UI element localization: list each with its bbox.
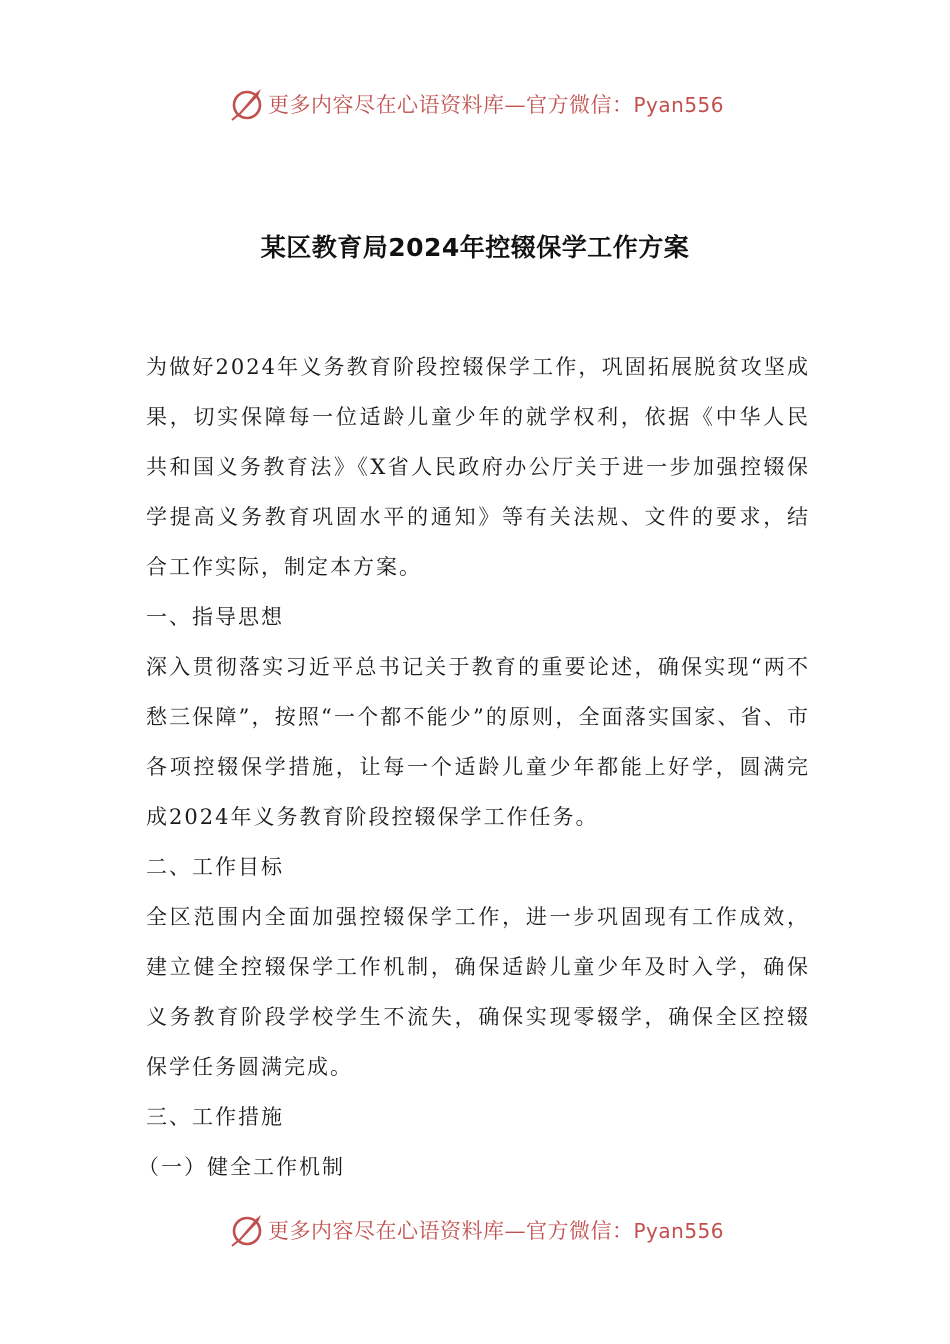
paragraph-intro: 为做好2024年义务教育阶段控辍保学工作，巩固拓展脱贫攻坚成果，切实保障每一位适龄儿童少年的就学权利，依据《中华人民共和国义务教育法》《X省人民政府办公厅关于进一步加强控辍保学提高义务教育巩固水平的通知》等有关法规、文件的要求，结合工作实际，制定本方案。: [146, 355, 810, 579]
section-heading-work-goals: 二、工作目标: [146, 855, 284, 879]
paragraph-work-goals: 全区范围内全面加强控辍保学工作，进一步巩固现有工作成效，建立健全控辍保学工作机制，确保适龄儿童少年及时入学，确保义务教育阶段学校学生不流失，确保实现零辍学，确保全区控辍保学任务圆满完成。: [146, 905, 810, 1079]
header-watermark: [228, 84, 724, 124]
watermark-text: 更多内容尽在心语资料库—官方微信：Pyan556: [268, 1219, 725, 1243]
section-heading-guiding-ideology: 一、指导思想: [146, 605, 284, 629]
section-heading-work-measures: 三、工作措施: [146, 1105, 284, 1129]
quill-pen-circle-icon: [228, 1211, 266, 1249]
subsection-heading-mechanism: （一）健全工作机制: [138, 1155, 345, 1179]
footer-watermark: [228, 1210, 724, 1250]
watermark-text: 更多内容尽在心语资料库—官方微信：Pyan556: [268, 93, 725, 117]
watermark-handle: Pyan556: [633, 93, 725, 117]
quill-pen-circle-icon: [228, 85, 266, 123]
document-title: 某区教育局2024年控辍保学工作方案: [260, 233, 690, 262]
document-body: [138, 342, 810, 1192]
watermark-handle: Pyan556: [633, 1219, 725, 1243]
paragraph-guiding-ideology: 深入贯彻落实习近平总书记关于教育的重要论述，确保实现“两不愁三保障”，按照“一个都不能少”的原则，全面落实国家、省、市各项控辍保学措施，让每一个适龄儿童少年都能上好学，圆满完成2024年义务教育阶段控辍保学工作任务。: [146, 655, 810, 829]
